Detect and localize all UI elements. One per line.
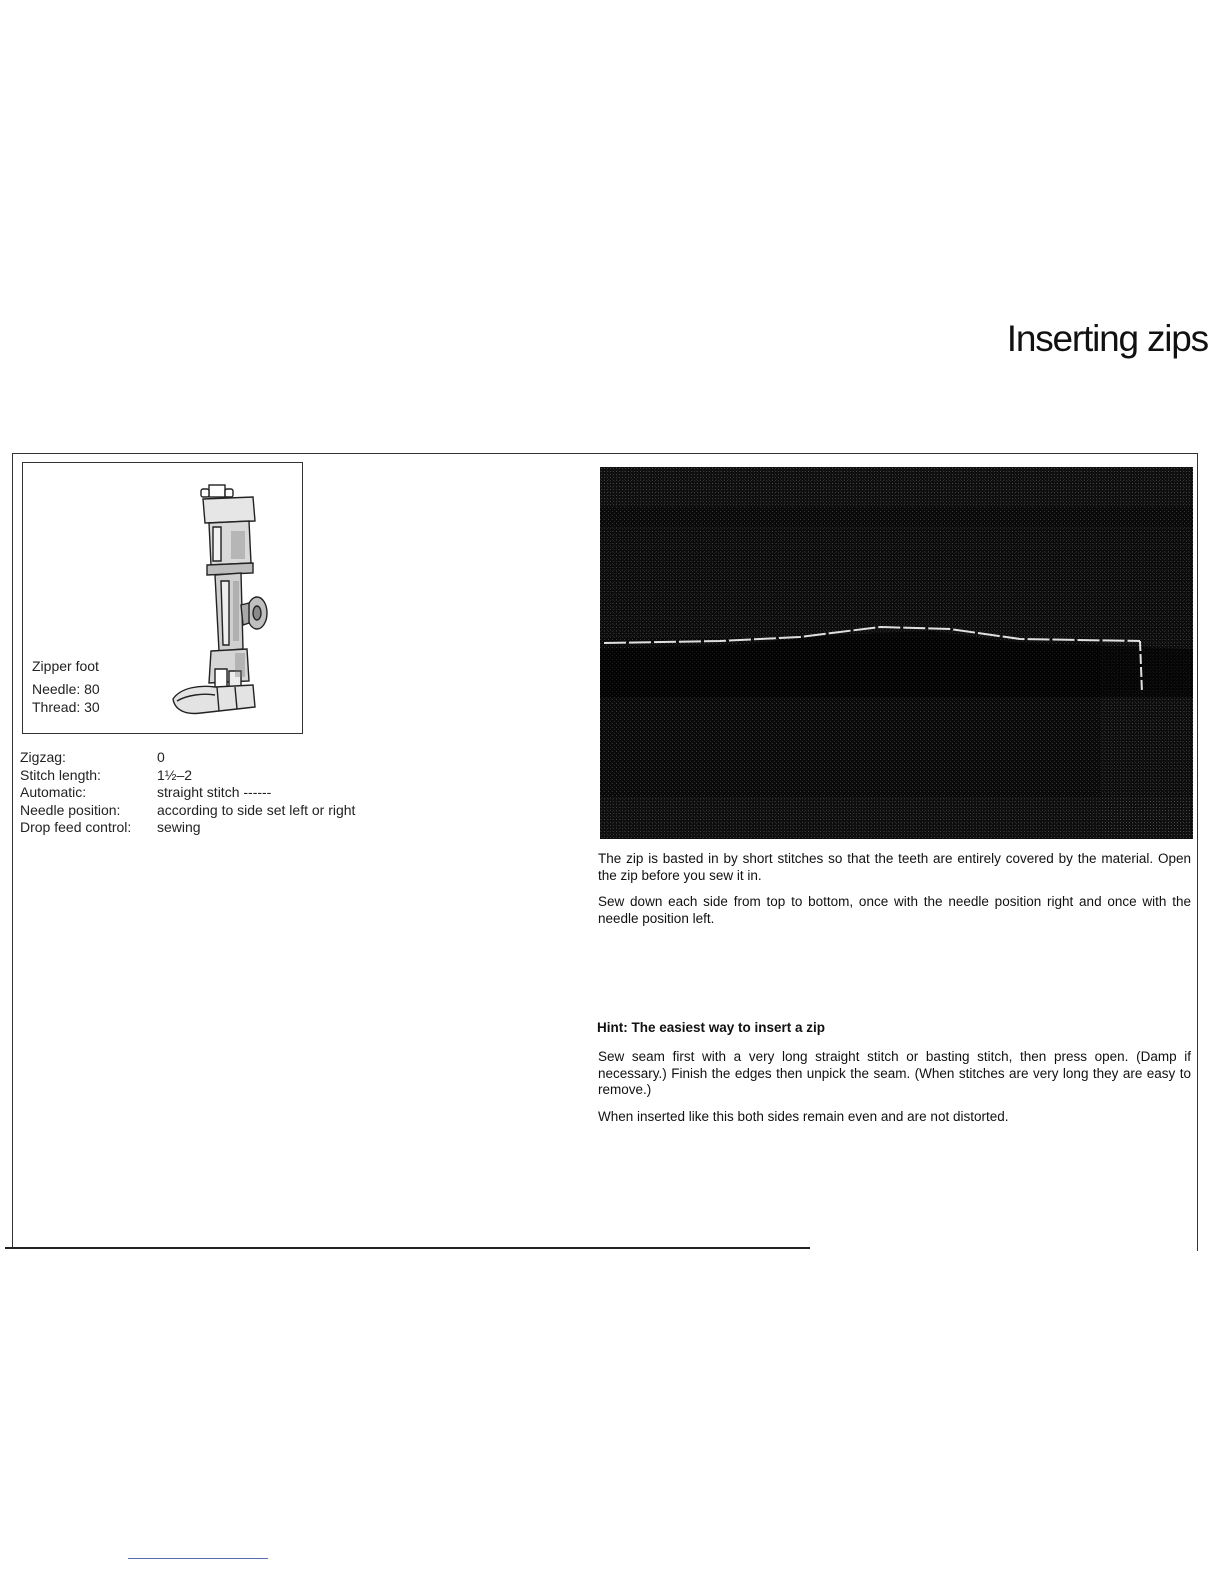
setting-zigzag xyxy=(20,749,355,767)
setting-value: straight stitch ------ xyxy=(157,784,272,801)
setting-label: Automatic: xyxy=(20,784,87,801)
instruction-paragraph-1: The zip is basted in by short stitches so that the teeth are entirely covered by the material. Open the zip before you sew it in. xyxy=(598,851,1191,883)
stitched-zip-photo xyxy=(600,467,1193,839)
setting-automatic xyxy=(20,784,355,802)
setting-label: Drop feed control: xyxy=(20,819,132,836)
setting-value: sewing xyxy=(157,819,201,836)
setting-label: Needle position: xyxy=(20,801,121,818)
machine-settings xyxy=(20,749,355,837)
frame-top-rule xyxy=(12,453,1198,454)
thread-size: Thread: 30 xyxy=(32,699,100,715)
hint-paragraph-2: When inserted like this both sides remain even and are not distorted. xyxy=(598,1109,1009,1124)
frame-right-rule xyxy=(1197,453,1198,1251)
hint-heading: Hint: The easiest way to insert a zip xyxy=(597,1020,826,1035)
page-title: Inserting zips xyxy=(1006,318,1208,359)
setting-label: Zigzag: xyxy=(20,749,66,765)
footer-rule xyxy=(128,1558,268,1559)
zipper-foot-illustration xyxy=(171,481,281,726)
needle-size: Needle: 80 xyxy=(32,681,100,697)
frame-left-rule xyxy=(12,453,13,1248)
setting-drop-feed xyxy=(20,819,355,837)
instruction-paragraph-2: Sew down each side from top to bottom, once with the needle position right and once with the needle position left. xyxy=(598,894,1191,926)
setting-label: Stitch length: xyxy=(20,766,101,783)
setting-value: 1½–2 xyxy=(157,766,193,783)
setting-stitch-length xyxy=(20,767,355,785)
setting-needle-position xyxy=(20,802,355,820)
setting-value: 0 xyxy=(157,749,165,765)
frame-bottom-rule xyxy=(5,1247,810,1249)
hint-paragraph-1: Sew seam first with a very long straight stitch or basting stitch, then press open. (Damp if necessary.) Finish the edges then unpick the seam. (When stitches are very long they are easy to remove.) xyxy=(598,1049,1191,1097)
foot-caption xyxy=(32,657,100,716)
presser-foot-panel xyxy=(22,462,303,734)
foot-name: Zipper foot xyxy=(32,658,99,674)
setting-value: according to side set left or right xyxy=(157,801,356,818)
